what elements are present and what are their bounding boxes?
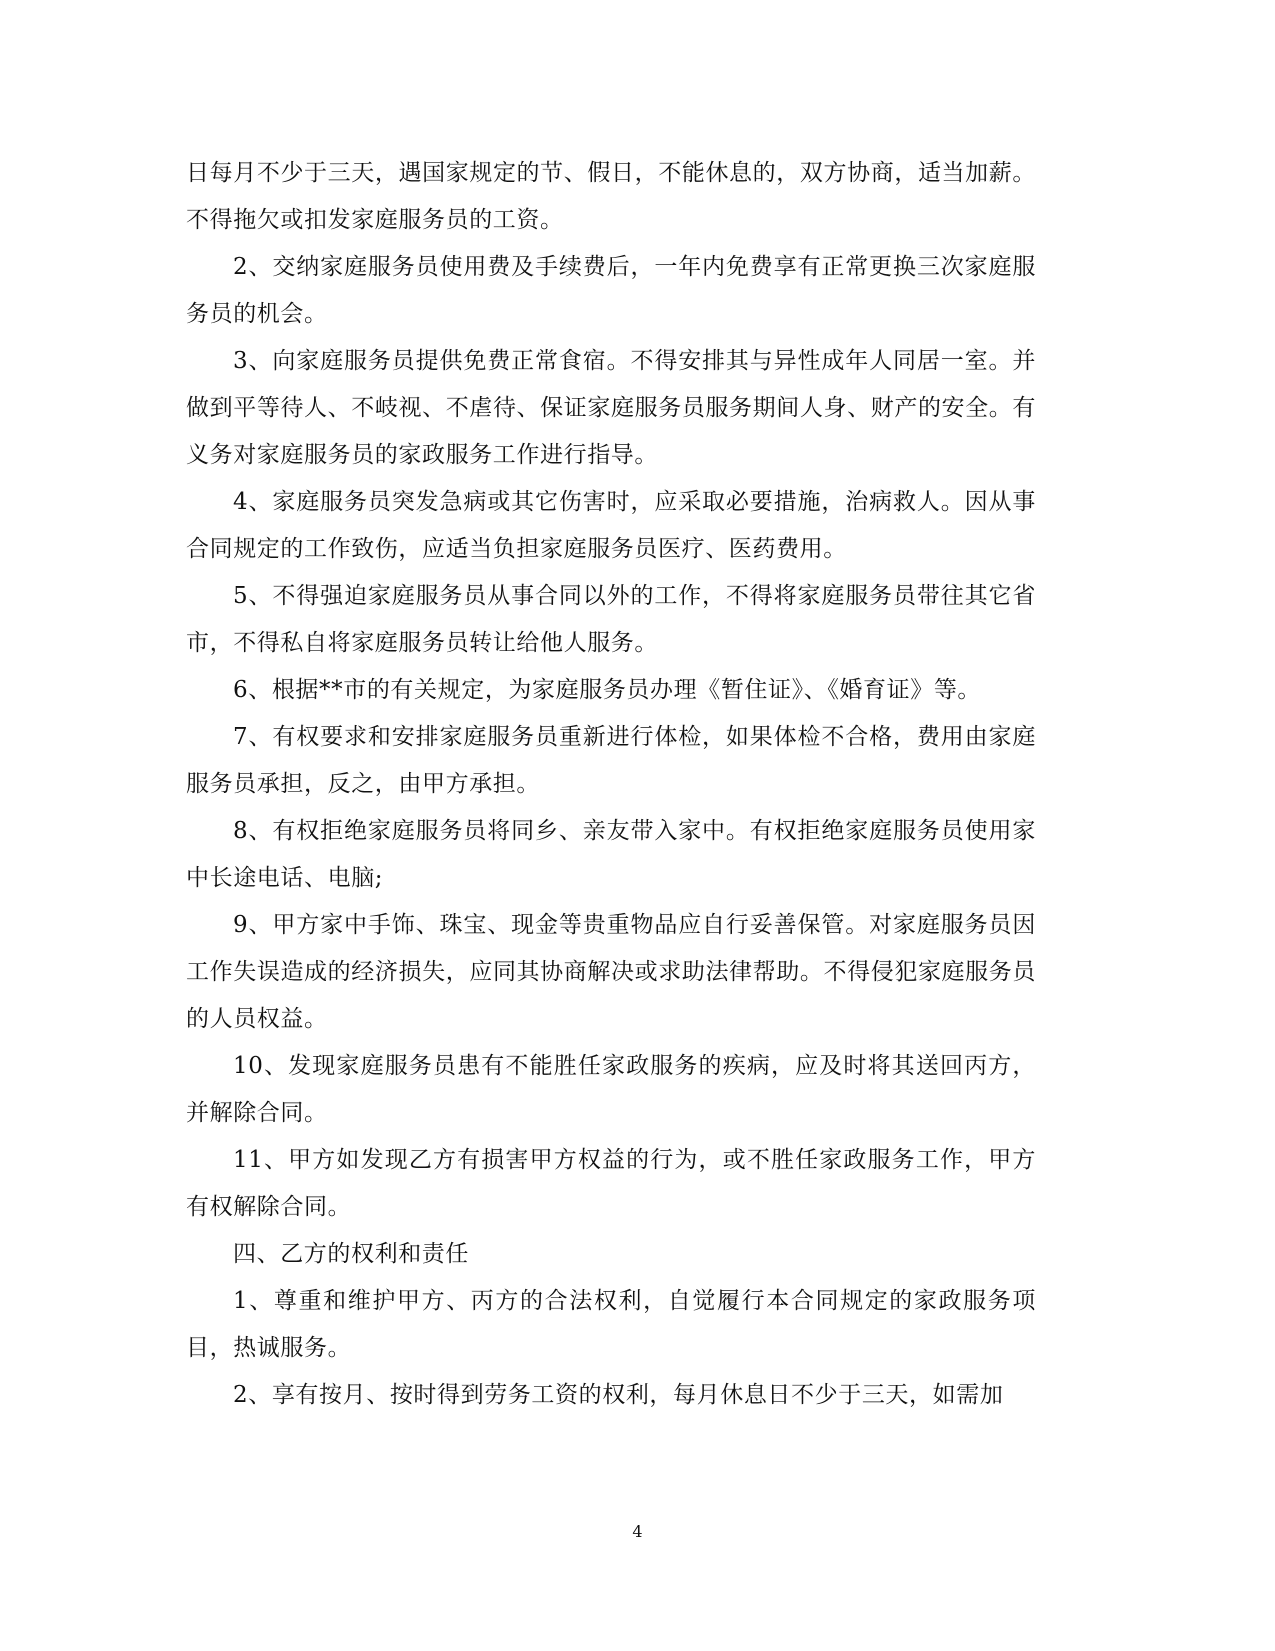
paragraph: 2、享有按月、按时得到劳务工资的权利，每月休息日不少于三天，如需加: [233, 1382, 1004, 1408]
paragraph: 1、尊重和维护甲方、丙方的合法权利，自觉履行本合同规定的家政服务项目，热诚服务。: [186, 1288, 1036, 1361]
paragraph: 4、家庭服务员突发急病或其它伤害时，应采取必要措施，治病救人。因从事合同规定的工作致伤，应适当负担家庭服务员医疗、医药费用。: [186, 489, 1036, 562]
page-number: 4: [632, 1522, 643, 1541]
paragraph: 2、交纳家庭服务员使用费及手续费后，一年内免费享有正常更换三次家庭服务员的机会。: [186, 254, 1036, 327]
paragraph: 10、发现家庭服务员患有不能胜任家政服务的疾病，应及时将其送回丙方，并解除合同。: [186, 1053, 1036, 1126]
paragraph: 7、有权要求和安排家庭服务员重新进行体检，如果体检不合格，费用由家庭服务员承担，反之，由甲方承担。: [186, 724, 1036, 797]
document-body: [186, 150, 1036, 1419]
paragraph: 11、甲方如发现乙方有损害甲方权益的行为，或不胜任家政服务工作，甲方有权解除合同。: [186, 1147, 1036, 1220]
paragraph: 日每月不少于三天，遇国家规定的节、假日，不能休息的，双方协商，适当加薪。不得拖欠或扣发家庭服务员的工资。: [186, 160, 1036, 233]
section-heading: 四、乙方的权利和责任: [233, 1241, 469, 1267]
paragraph: 6、根据**市的有关规定，为家庭服务员办理《暂住证》、《婚育证》等。: [233, 677, 982, 703]
paragraph: 3、向家庭服务员提供免费正常食宿。不得安排其与异性成年人同居一室。并做到平等待人、不岐视、不虐待、保证家庭服务员服务期间人身、财产的安全。有义务对家庭服务员的家政服务工作进行指导。: [186, 348, 1036, 468]
paragraph: 5、不得强迫家庭服务员从事合同以外的工作，不得将家庭服务员带往其它省市，不得私自将家庭服务员转让给他人服务。: [186, 583, 1036, 656]
paragraph: 8、有权拒绝家庭服务员将同乡、亲友带入家中。有权拒绝家庭服务员使用家中长途电话、电脑;: [186, 818, 1036, 891]
paragraph: 9、甲方家中手饰、珠宝、现金等贵重物品应自行妥善保管。对家庭服务员因工作失误造成的经济损失，应同其协商解决或求助法律帮助。不得侵犯家庭服务员的人员权益。: [186, 912, 1036, 1032]
